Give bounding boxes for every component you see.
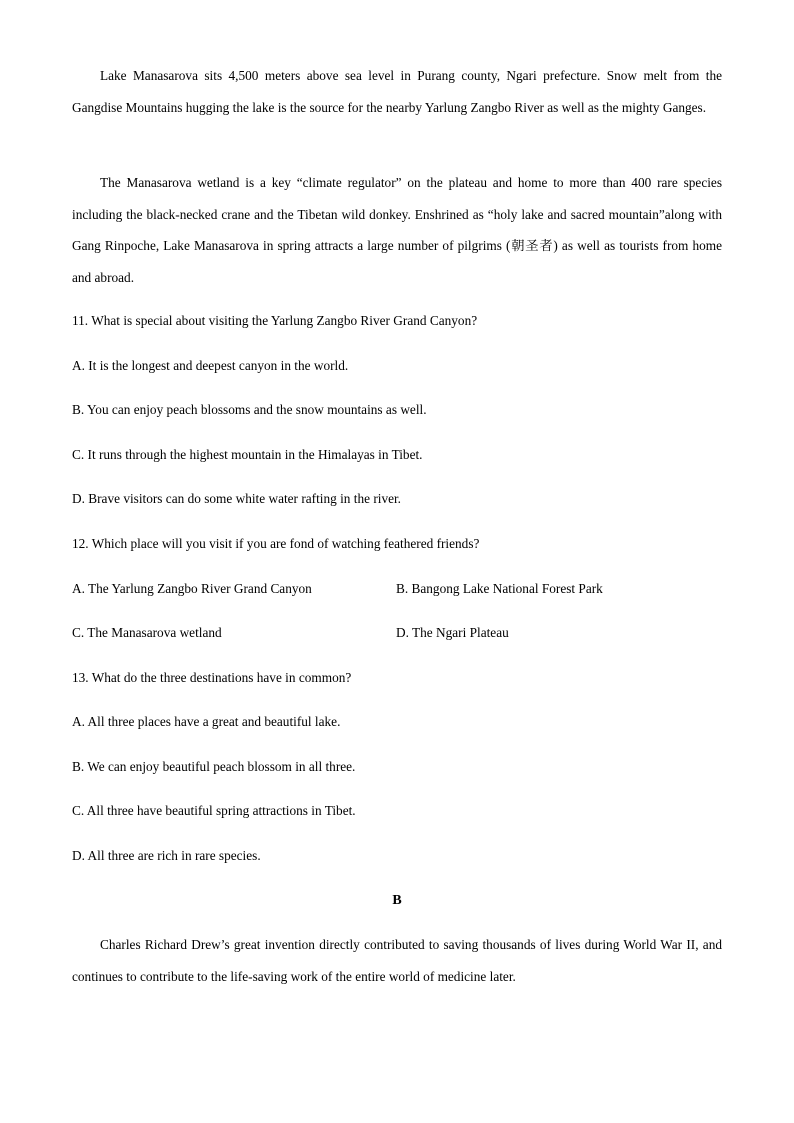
section-b-heading: B bbox=[392, 893, 402, 908]
question-11-option-d[interactable]: D. Brave visitors can do some white water rafting in the river. bbox=[72, 491, 402, 506]
question-12-option-a[interactable]: A. The Yarlung Zangbo River Grand Canyon bbox=[72, 581, 312, 596]
question-13-option-c[interactable]: C. All three have beautiful spring attractions in Tibet. bbox=[72, 803, 356, 818]
question-13-option-d[interactable]: D. All three are rich in rare species. bbox=[72, 848, 261, 863]
question-12-option-b[interactable]: B. Bangong Lake National Forest Park bbox=[396, 581, 603, 596]
question-13-option-a[interactable]: A. All three places have a great and beautiful lake. bbox=[72, 714, 341, 729]
passage-paragraph-charles-drew: Charles Richard Drew’s great invention directly contributed to saving thousands of lives during World War II, and continues to contribute to the life-saving work of the entire world of medicine later. bbox=[72, 937, 722, 984]
question-12-option-c[interactable]: C. The Manasarova wetland bbox=[72, 625, 222, 640]
question-11-option-b[interactable]: B. You can enjoy peach blossoms and the snow mountains as well. bbox=[72, 402, 427, 417]
question-11-option-c[interactable]: C. It runs through the highest mountain in the Himalayas in Tibet. bbox=[72, 447, 423, 462]
question-11-option-a[interactable]: A. It is the longest and deepest canyon in the world. bbox=[72, 358, 349, 373]
question-13-stem: 13. What do the three destinations have in common? bbox=[72, 670, 352, 685]
question-12-option-d[interactable]: D. The Ngari Plateau bbox=[396, 625, 509, 640]
question-12-stem: 12. Which place will you visit if you are fond of watching feathered friends? bbox=[72, 536, 480, 551]
question-11-stem: 11. What is special about visiting the Yarlung Zangbo River Grand Canyon? bbox=[72, 313, 478, 328]
passage-paragraph-manasarova-location: Lake Manasarova sits 4,500 meters above sea level in Purang county, Ngari prefecture. Snow melt from the Gangdise Mountains hugging the lake is the source for the nearby Yarlung Zangbo River as well as the mighty Ganges. bbox=[72, 68, 722, 115]
question-13-option-b[interactable]: B. We can enjoy beautiful peach blossom in all three. bbox=[72, 759, 356, 774]
passage-paragraph-manasarova-wetland: The Manasarova wetland is a key “climate regulator” on the plateau and home to more than 400 rare species including the black-necked crane and the Tibetan wild donkey. Enshrined as “holy lake and sacred mountain”along with Gang Rinpoche, Lake Manasarova in spring attracts a large number of pilgrims (朝圣者) as well as tourists from home and abroad. bbox=[72, 175, 722, 285]
